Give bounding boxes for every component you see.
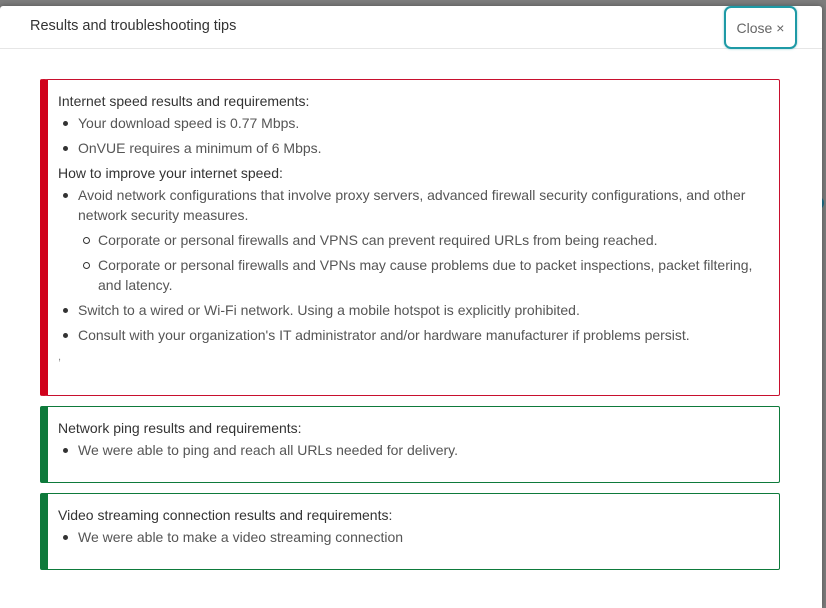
- video-streaming-heading: Video streaming connection results and requirements:: [58, 507, 393, 523]
- video-streaming-card: [40, 493, 780, 570]
- improve-tips-list: [58, 185, 761, 345]
- internet-speed-heading: Internet speed results and requirements:: [58, 93, 310, 109]
- list-item: Consult with your organization's IT administrator and/or hardware manufacturer if problems persist.: [78, 325, 761, 345]
- trailing-mark: ,: [58, 351, 62, 363]
- list-item: Corporate or personal firewalls and VPNs may cause problems due to packet inspections, packet filtering, and latency.: [98, 255, 761, 295]
- video-results-list: [58, 527, 761, 547]
- list-item: [78, 185, 761, 295]
- list-item: Corporate or personal firewalls and VPNS can prevent required URLs from being reached.: [98, 230, 761, 250]
- tip-sub-list: [78, 230, 761, 295]
- list-item: We were able to ping and reach all URLs needed for delivery.: [78, 440, 761, 460]
- close-label: Close: [736, 19, 773, 36]
- list-item: OnVUE requires a minimum of 6 Mbps.: [78, 138, 761, 158]
- ping-results-list: [58, 440, 761, 460]
- close-button[interactable]: [724, 6, 797, 49]
- tip-text: Avoid network configurations that involve proxy servers, advanced firewall security configurations, and other network security measures.: [78, 187, 746, 223]
- network-ping-heading: Network ping results and requirements:: [58, 420, 302, 436]
- list-item: We were able to make a video streaming connection: [78, 527, 761, 547]
- internet-results-list: [58, 113, 761, 158]
- list-item: Switch to a wired or Wi-Fi network. Using a mobile hotspot is explicitly prohibited.: [78, 300, 761, 320]
- improve-speed-heading: How to improve your internet speed:: [58, 165, 283, 181]
- close-icon: ×: [776, 19, 785, 36]
- list-item: Your download speed is 0.77 Mbps.: [78, 113, 761, 133]
- modal-header: [0, 6, 822, 49]
- internet-speed-card: [40, 79, 780, 396]
- modal-title: Results and troubleshooting tips: [30, 18, 237, 34]
- network-ping-card: [40, 406, 780, 483]
- results-modal: [0, 6, 822, 608]
